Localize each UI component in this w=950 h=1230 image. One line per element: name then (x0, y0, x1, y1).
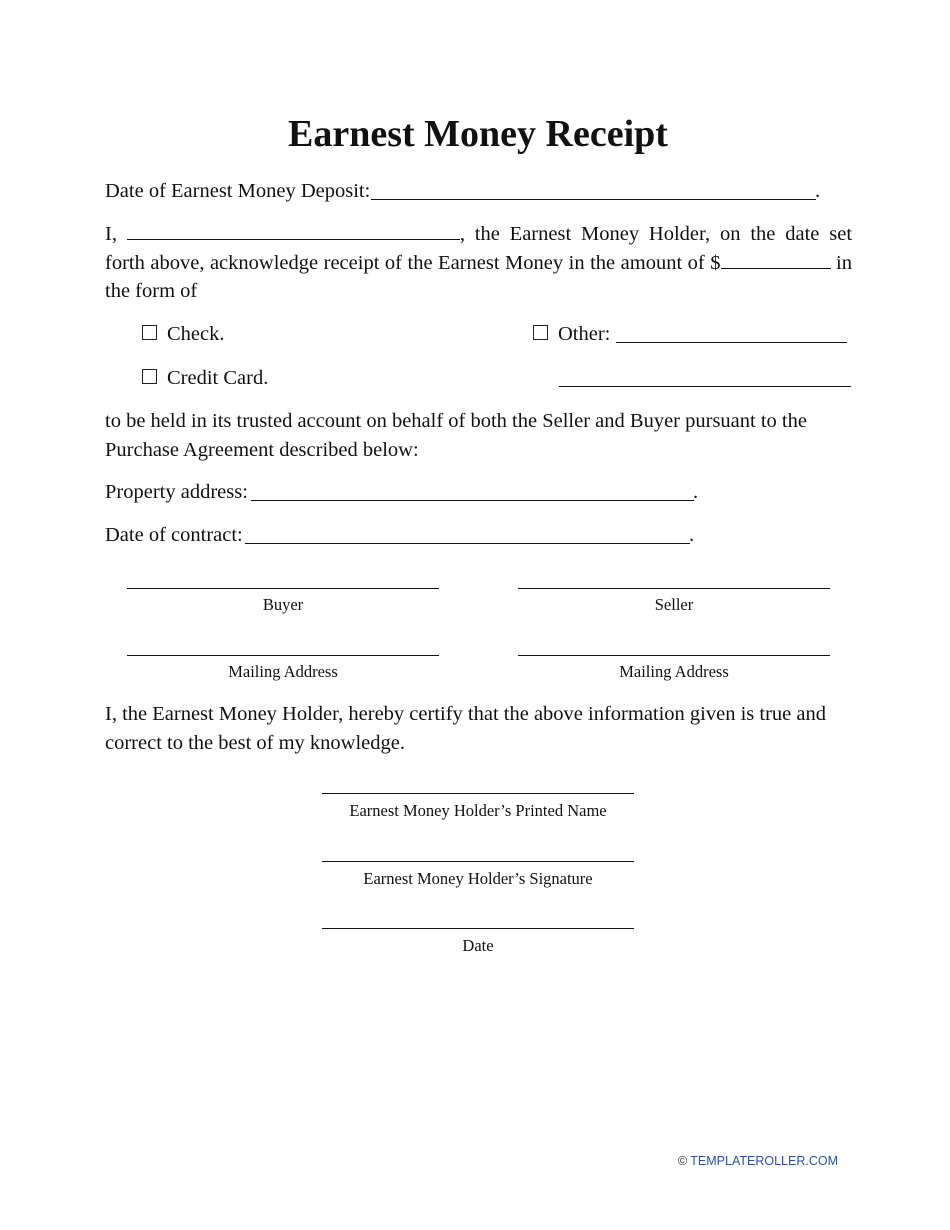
check-option-label: Check. (167, 323, 225, 345)
certification-paragraph: I, the Earnest Money Holder, hereby certify that the above information given is true and correct to the best of my knowledge. (105, 703, 826, 754)
holder-printed-name-line[interactable] (322, 793, 634, 794)
deposit-date-period: . (815, 180, 821, 202)
other-checkbox[interactable] (533, 325, 548, 340)
holder-signature-line[interactable] (322, 861, 634, 862)
seller-mailing-address-line[interactable] (518, 655, 830, 656)
seller-signature-line[interactable] (518, 588, 830, 589)
deposit-date-field[interactable] (371, 199, 816, 200)
property-address-field[interactable] (251, 500, 694, 501)
copyright-symbol: © (677, 1154, 688, 1168)
templateroller-link[interactable]: TEMPLATEROLLER.COM (690, 1154, 838, 1168)
holder-date-caption: Date (462, 936, 494, 955)
property-address-label: Property address: (105, 481, 248, 503)
deposit-date-label: Date of Earnest Money Deposit: (105, 180, 371, 202)
other-field[interactable] (616, 342, 847, 343)
holder-date-line[interactable] (322, 928, 634, 929)
other-option-label: Other: (558, 323, 611, 345)
holder-intro-start: I, (105, 223, 117, 245)
contract-date-field[interactable] (245, 543, 690, 544)
holder-intro-end: in the form of (105, 251, 852, 302)
buyer-mailing-address-line[interactable] (127, 655, 439, 656)
other-field-continued[interactable] (559, 386, 851, 387)
holder-acknowledgement-paragraph (105, 220, 852, 306)
credit-card-option-label: Credit Card. (167, 367, 269, 389)
credit-card-checkbox[interactable] (142, 369, 157, 384)
amount-field[interactable] (721, 250, 831, 269)
check-checkbox[interactable] (142, 325, 157, 340)
buyer-mailing-address-caption: Mailing Address (228, 662, 338, 681)
holder-intro-mid: , the Earnest Money Holder, on the date set forth above, acknowledge receipt of the Earnest Money in the amount of $ (105, 223, 853, 274)
seller-mailing-address-caption: Mailing Address (619, 662, 729, 681)
footer-credit (0, 1154, 838, 1168)
property-address-period: . (693, 481, 699, 503)
buyer-signature-line[interactable] (127, 588, 439, 589)
trust-paragraph: to be held in its trusted account on behalf of both the Seller and Buyer pursuant to the Purchase Agreement described below: (105, 410, 807, 461)
buyer-caption: Buyer (262, 595, 304, 614)
seller-caption: Seller (654, 595, 694, 614)
page-title: Earnest Money Receipt (288, 113, 668, 155)
contract-date-label: Date of contract: (105, 524, 243, 546)
holder-signature-caption: Earnest Money Holder’s Signature (363, 869, 593, 888)
contract-date-period: . (689, 524, 695, 546)
holder-printed-name-caption: Earnest Money Holder’s Printed Name (349, 801, 607, 820)
holder-name-field[interactable] (127, 221, 460, 240)
